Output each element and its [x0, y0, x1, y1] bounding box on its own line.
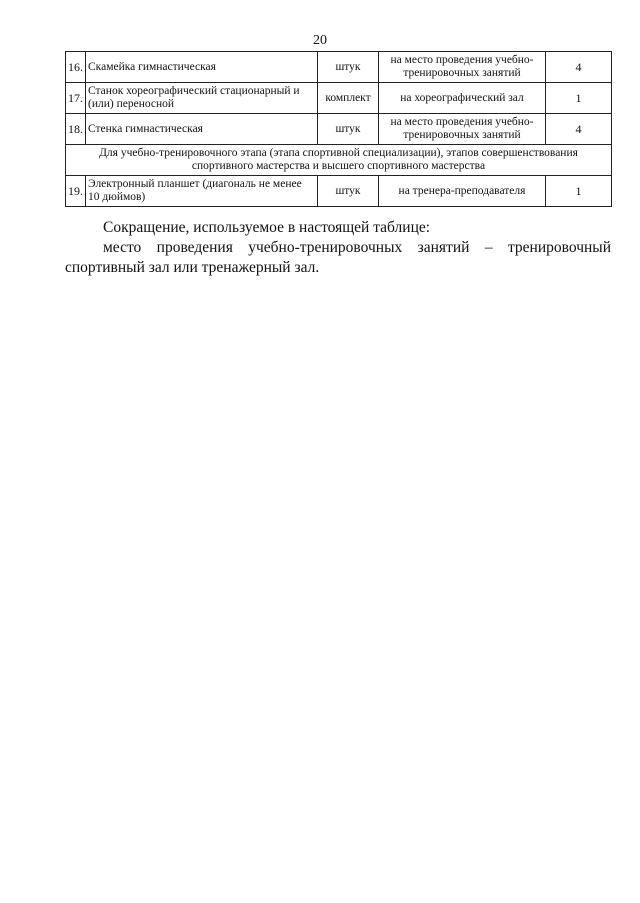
row-number: 18. [66, 114, 86, 145]
section-heading: Для учебно-тренировочного этапа (этапа спортивной специализации), этапов совершенствования спортивного мастерства и высшего спортивного мастерства [66, 145, 612, 176]
item-quantity: 4 [546, 52, 612, 83]
equipment-table [65, 51, 612, 207]
row-number: 16. [66, 52, 86, 83]
item-unit: комплект [318, 83, 379, 114]
page-number: 20 [313, 33, 327, 48]
item-placement: на хореографический зал [379, 83, 546, 114]
table-row [66, 83, 612, 114]
item-unit: штук [318, 52, 379, 83]
abbreviation-intro: Сокращение, используемое в настоящей таблице: [103, 219, 431, 236]
item-placement: на место проведения учебно-тренировочных занятий [379, 114, 546, 145]
row-number: 17. [66, 83, 86, 114]
item-placement: на место проведения учебно-тренировочных занятий [379, 52, 546, 83]
item-name: Скамейка гимнастическая [86, 52, 318, 83]
table-row [66, 114, 612, 145]
item-quantity: 1 [546, 176, 612, 207]
item-name: Электронный планшет (диагональ не менее 10 дюймов) [86, 176, 318, 207]
item-quantity: 4 [546, 114, 612, 145]
abbreviation-definition: место проведения учебно-тренировочных занятий – тренировочный спортивный зал или тренажерный зал. [65, 239, 611, 276]
item-unit: штук [318, 114, 379, 145]
item-unit: штук [318, 176, 379, 207]
row-number: 19. [66, 176, 86, 207]
section-heading-row [66, 145, 612, 176]
table-row [66, 52, 612, 83]
item-placement: на тренера-преподавателя [379, 176, 546, 207]
item-quantity: 1 [546, 83, 612, 114]
item-name: Станок хореографический стационарный и (или) переносной [86, 83, 318, 114]
item-name: Стенка гимнастическая [86, 114, 318, 145]
table-row [66, 176, 612, 207]
